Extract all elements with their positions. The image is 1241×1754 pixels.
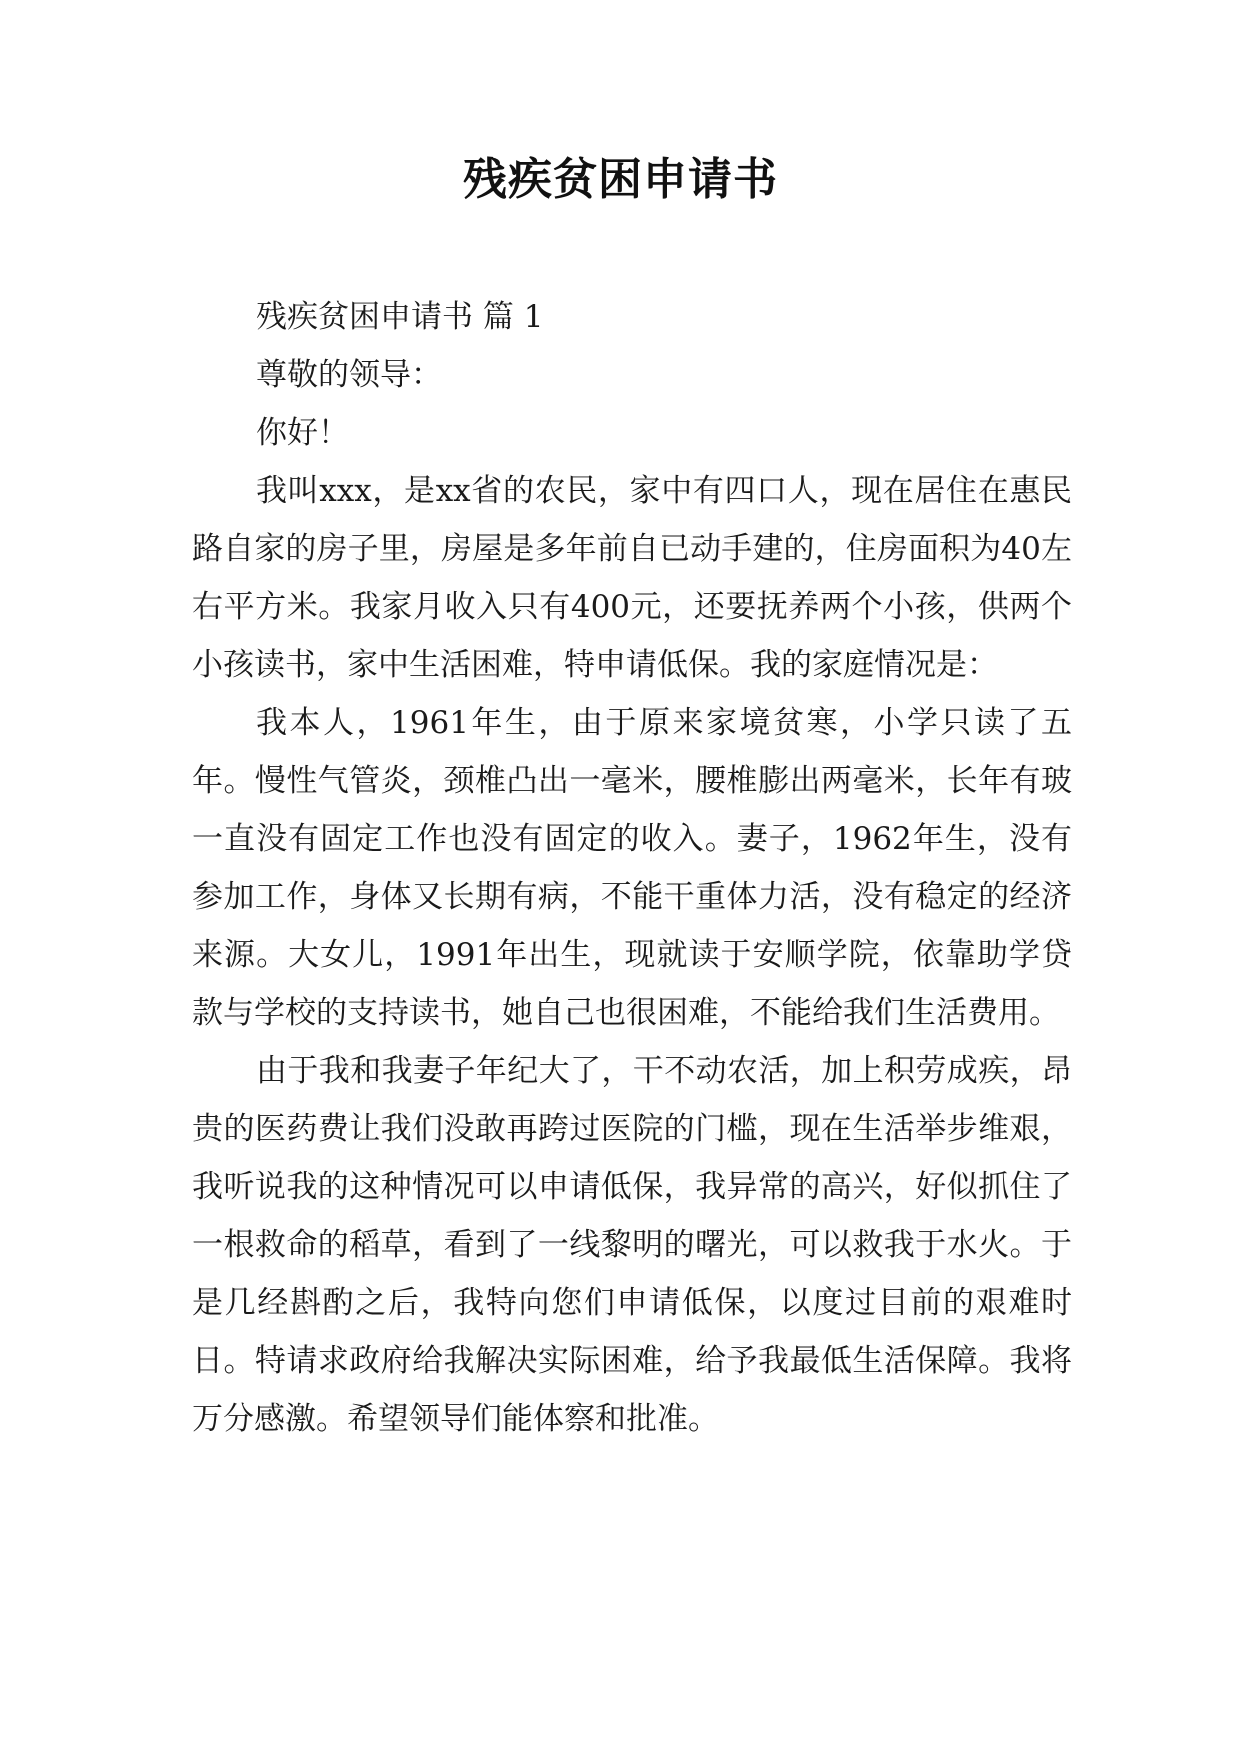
paragraph-family-members: 我本人，1961年生，由于原来家境贫寒，小学只读了五年。慢性气管炎，颈椎凸出一毫米，腰椎膨出两毫米，长年有玻一直没有固定工作也没有固定的收入。妻子，1962年生，没有参加工作，身体又长期有病，不能干重体力活，没有稳定的经济来源。大女儿，1991年出生，现就读于安顺学院，依靠助学贷款与学校的支持读书，她自己也很困难，不能给我们生活费用。: [192, 705, 1072, 1031]
salutation: 尊敬的领导：: [256, 357, 442, 393]
section-heading: 残疾贫困申请书 篇 1: [256, 299, 544, 335]
paragraph-request: 由于我和我妻子年纪大了，干不动农活，加上积劳成疾，昂贵的医药费让我们没敢再跨过医院的门槛，现在生活举步维艰，我听说我的这种情况可以申请低保，我异常的高兴，好似抓住了一根救命的稻草，看到了一线黎明的曙光，可以救我于水火。于是几经斟酌之后，我特向您们申请低保，以度过目前的艰难时日。特请求政府给我解决实际困难，给予我最低生活保障。我将万分感激。希望领导们能体察和批准。: [192, 1053, 1072, 1437]
paragraph-family-situation: 我叫xxx，是xx省的农民，家中有四口人，现在居住在惠民路自家的房子里，房屋是多年前自已动手建的，住房面积为40左右平方米。我家月收入只有400元，还要抚养两个小孩，供两个小孩读书，家中生活困难，特申请低保。我的家庭情况是：: [192, 473, 1072, 683]
greeting: 你好！: [256, 415, 349, 451]
document-body: [192, 288, 1072, 1448]
document-title: 残疾贫困申请书: [463, 154, 778, 205]
